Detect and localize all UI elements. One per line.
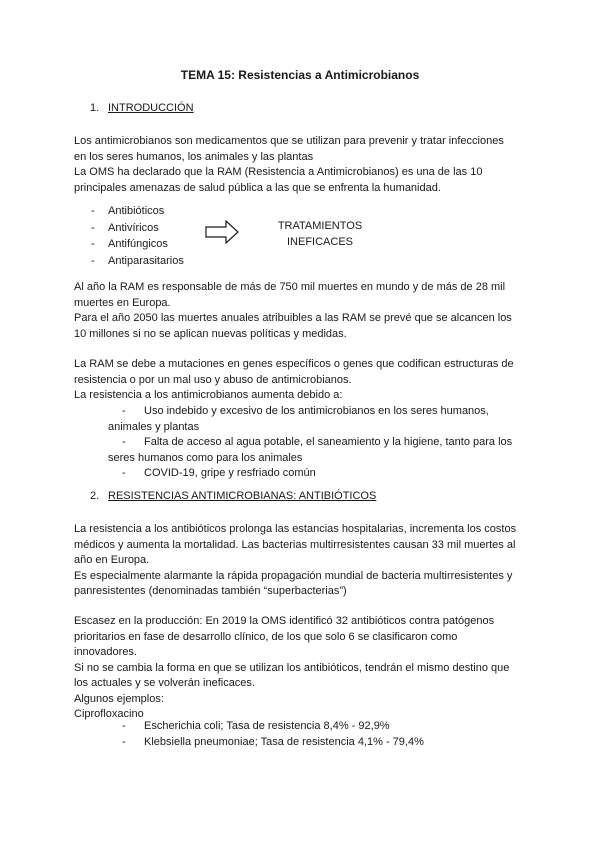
text-line: prioritarios en fase de desarrollo clínico, de los que solo 6 se clasificaron como bbox=[74, 630, 458, 643]
text-line: COVID-19, gripe y resfriado común bbox=[144, 467, 316, 479]
text-line: principales amenazas de salud pública a las que se enfrenta la humanidad. bbox=[74, 181, 441, 194]
text-line: TRATAMIENTOS bbox=[277, 220, 363, 232]
section-2-number: 2. bbox=[90, 490, 100, 502]
list-item: - Falta de acceso al agua potable, el saneamiento y la higiene, tanto para los seres humanos como para los animales bbox=[108, 435, 528, 466]
causes-paragraph bbox=[74, 357, 524, 404]
text-line: Falta de acceso al agua potable, el saneamiento y la higiene, tanto para los bbox=[144, 436, 513, 448]
text-line: INEFICACES bbox=[286, 236, 353, 248]
list-item: - Uso indebido y excesivo de los antimicrobianos en los seres humanos, animales y plantas bbox=[108, 404, 528, 435]
list-item: - Escherichia coli; Tasa de resistencia 8,4% - 92,9% bbox=[108, 719, 528, 735]
text-line: Los antimicrobianos son medicamentos que se utilizan para prevenir y tratar infecciones bbox=[74, 135, 504, 147]
text-line: Algunos ejemplos: bbox=[74, 692, 164, 705]
deaths-paragraph bbox=[74, 280, 524, 342]
text-line: resistencia o por un mal uso y abuso de antimicrobianos. bbox=[74, 373, 352, 386]
list-item: - Antibióticos bbox=[91, 203, 184, 220]
text-line: Para el año 2050 las muertes anuales atribuibles a las RAM se prevé que se alcancen los bbox=[74, 312, 512, 324]
text-line: Al año la RAM es responsable de más de 750 mil muertes en mundo y de más de 28 mil bbox=[74, 281, 506, 293]
text-line: 10 millones si no se aplican nuevas políticas y medidas. bbox=[74, 327, 347, 340]
right-arrow-icon bbox=[205, 220, 239, 244]
text-line: en los seres humanos, los animales y las plantas bbox=[74, 150, 314, 163]
text-line: La OMS ha declarado que la RAM (Resistencia a Antimicrobianos) es una de las 10 bbox=[74, 166, 483, 178]
list-item: - Antivíricos bbox=[91, 220, 184, 237]
text-line: Es especialmente alarmante la rápida propagación mundial de bacteria multirresistentes y bbox=[74, 569, 513, 582]
antibiotics-paragraph bbox=[74, 522, 524, 600]
text-line: panresistentes (denominadas también “superbacterias”) bbox=[74, 585, 347, 597]
text-line: médicos y aumenta la mortalidad. Las bacterias multirresistentes causan 33 mil muertes al bbox=[74, 538, 516, 551]
list-item: - COVID-19, gripe y resfriado común bbox=[108, 466, 528, 482]
section-2-heading bbox=[90, 489, 376, 505]
examples-list bbox=[108, 719, 528, 750]
page-title: TEMA 15: Resistencias a Antimicrobianos bbox=[180, 68, 420, 82]
antimicrobial-list bbox=[91, 203, 184, 269]
causes-list bbox=[108, 404, 528, 482]
list-item: - Antiparasitarios bbox=[91, 253, 184, 270]
text-line: La resistencia a los antimicrobianos aumenta debido a: bbox=[74, 389, 343, 401]
text-line: Klebsiella pneumoniae; Tasa de resistencia 4,1% - 79,4% bbox=[144, 735, 424, 748]
section-1-title: INTRODUCCIÓN bbox=[108, 102, 194, 114]
text-line: los actuales y se volverán ineficaces. bbox=[74, 677, 255, 689]
list-item: - Antifúngicos bbox=[91, 236, 184, 253]
text-line: año en Europa. bbox=[74, 554, 150, 566]
intro-paragraph bbox=[74, 134, 524, 196]
text-line: Uso indebido y excesivo de los antimicrobianos en los seres humanos, bbox=[144, 405, 489, 417]
section-1-number: 1. bbox=[90, 102, 100, 114]
ineffective-treatments-label bbox=[270, 218, 370, 250]
text-line: seres humanos como para los animales bbox=[108, 451, 303, 464]
section-1-heading bbox=[90, 101, 194, 117]
text-line: animales y plantas bbox=[108, 420, 200, 433]
text-line: innovadores. bbox=[74, 646, 137, 658]
text-line: muertes en Europa. bbox=[74, 296, 171, 309]
text-line: La RAM se debe a mutaciones en genes específicos o genes que codifican estructuras de bbox=[74, 358, 514, 370]
text-line: La resistencia a los antibióticos prolonga las estancias hospitalarias, incrementa los costos bbox=[74, 523, 517, 535]
production-paragraph bbox=[74, 614, 524, 723]
text-line: Si no se cambia la forma en que se utilizan los antibióticos, tendrán el mismo destino que bbox=[74, 661, 510, 674]
text-line: Escherichia coli; Tasa de resistencia 8,4% - 92,9% bbox=[144, 720, 390, 732]
text-line: Escasez en la producción: En 2019 la OMS identificó 32 antibióticos contra patógenos bbox=[74, 615, 495, 627]
section-2-title: RESISTENCIAS ANTIMICROBIANAS: ANTIBIÓTICOS bbox=[108, 490, 377, 502]
text-line: Ciprofloxacino bbox=[74, 708, 144, 720]
list-item: - Klebsiella pneumoniae; Tasa de resistencia 4,1% - 79,4% bbox=[108, 735, 528, 751]
